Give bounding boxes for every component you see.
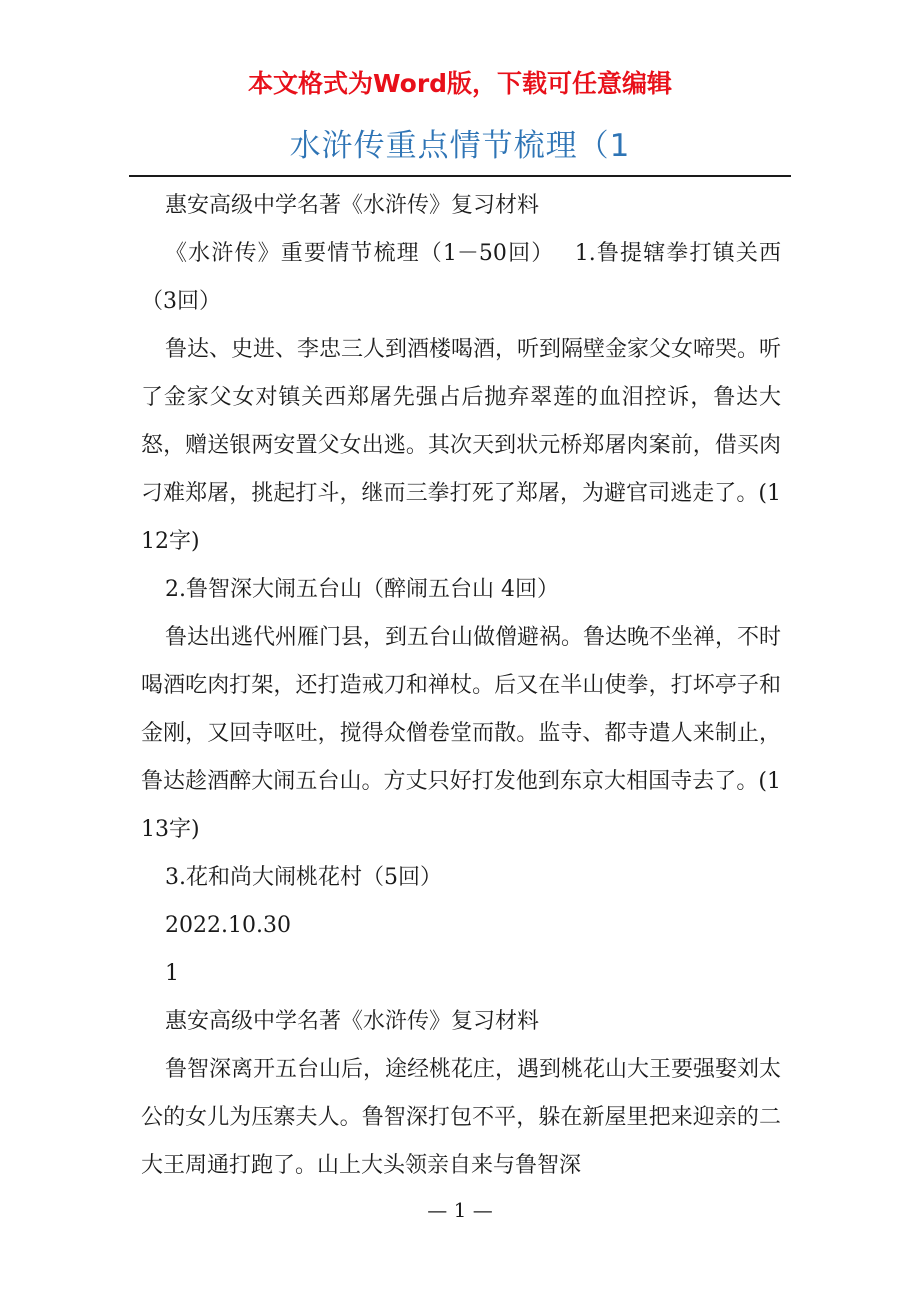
section-heading-1: 《水浒传》重要情节梳理（1－50回） 1.鲁提辖拳打镇关西（3回） <box>141 241 781 314</box>
page-number-footer: — 1 — <box>427 1198 493 1222</box>
document-title: 水浒传重点情节梳理（1 <box>289 128 631 164</box>
page-marker: 1 <box>165 961 179 986</box>
section-heading-3: 3.花和尚大闹桃花村（5回） <box>165 865 442 890</box>
school-material-heading-repeat: 惠安高级中学名著《水浒传》复习材料 <box>165 1009 540 1034</box>
date-line: 2022.10.30 <box>165 913 291 938</box>
section-heading-2: 2.鲁智深大闹五台山（醉闹五台山 4回） <box>165 577 559 602</box>
document-body <box>141 182 781 1190</box>
school-material-heading: 惠安高级中学名著《水浒传》复习材料 <box>165 193 540 218</box>
section-paragraph-2: 鲁达出逃代州雁门县，到五台山做僧避祸。鲁达晚不坐禅，不时喝酒吃肉打架，还打造戒刀和禅杖。后又在半山使拳，打坏亭子和金刚，又回寺呕吐，搅得众僧卷堂而散。监寺、都寺遣人来制止，鲁达趁酒醉大闹五台山。方丈只好打发他到东京大相国寺去了。(113字) <box>141 625 782 842</box>
section-paragraph-1: 鲁达、史进、李忠三人到酒楼喝酒，听到隔壁金家父女啼哭。听了金家父女对镇关西郑屠先强占后抛弃翠莲的血泪控诉，鲁达大怒，赠送银两安置父女出逃。其次天到状元桥郑屠肉案前，借买肉刁难郑屠，挑起打斗，继而三拳打死了郑屠，为避官司逃走了。(112字) <box>141 337 782 554</box>
title-underline-rule <box>129 175 791 177</box>
download-banner: 本文格式为Word版，下载可任意编辑 <box>247 69 673 98</box>
section-paragraph-3: 鲁智深离开五台山后，途经桃花庄，遇到桃花山大王要强娶刘太公的女儿为压寨夫人。鲁智深打包不平，躲在新屋里把来迎亲的二大王周通打跑了。山上大头领亲自来与鲁智深 <box>141 1057 782 1178</box>
